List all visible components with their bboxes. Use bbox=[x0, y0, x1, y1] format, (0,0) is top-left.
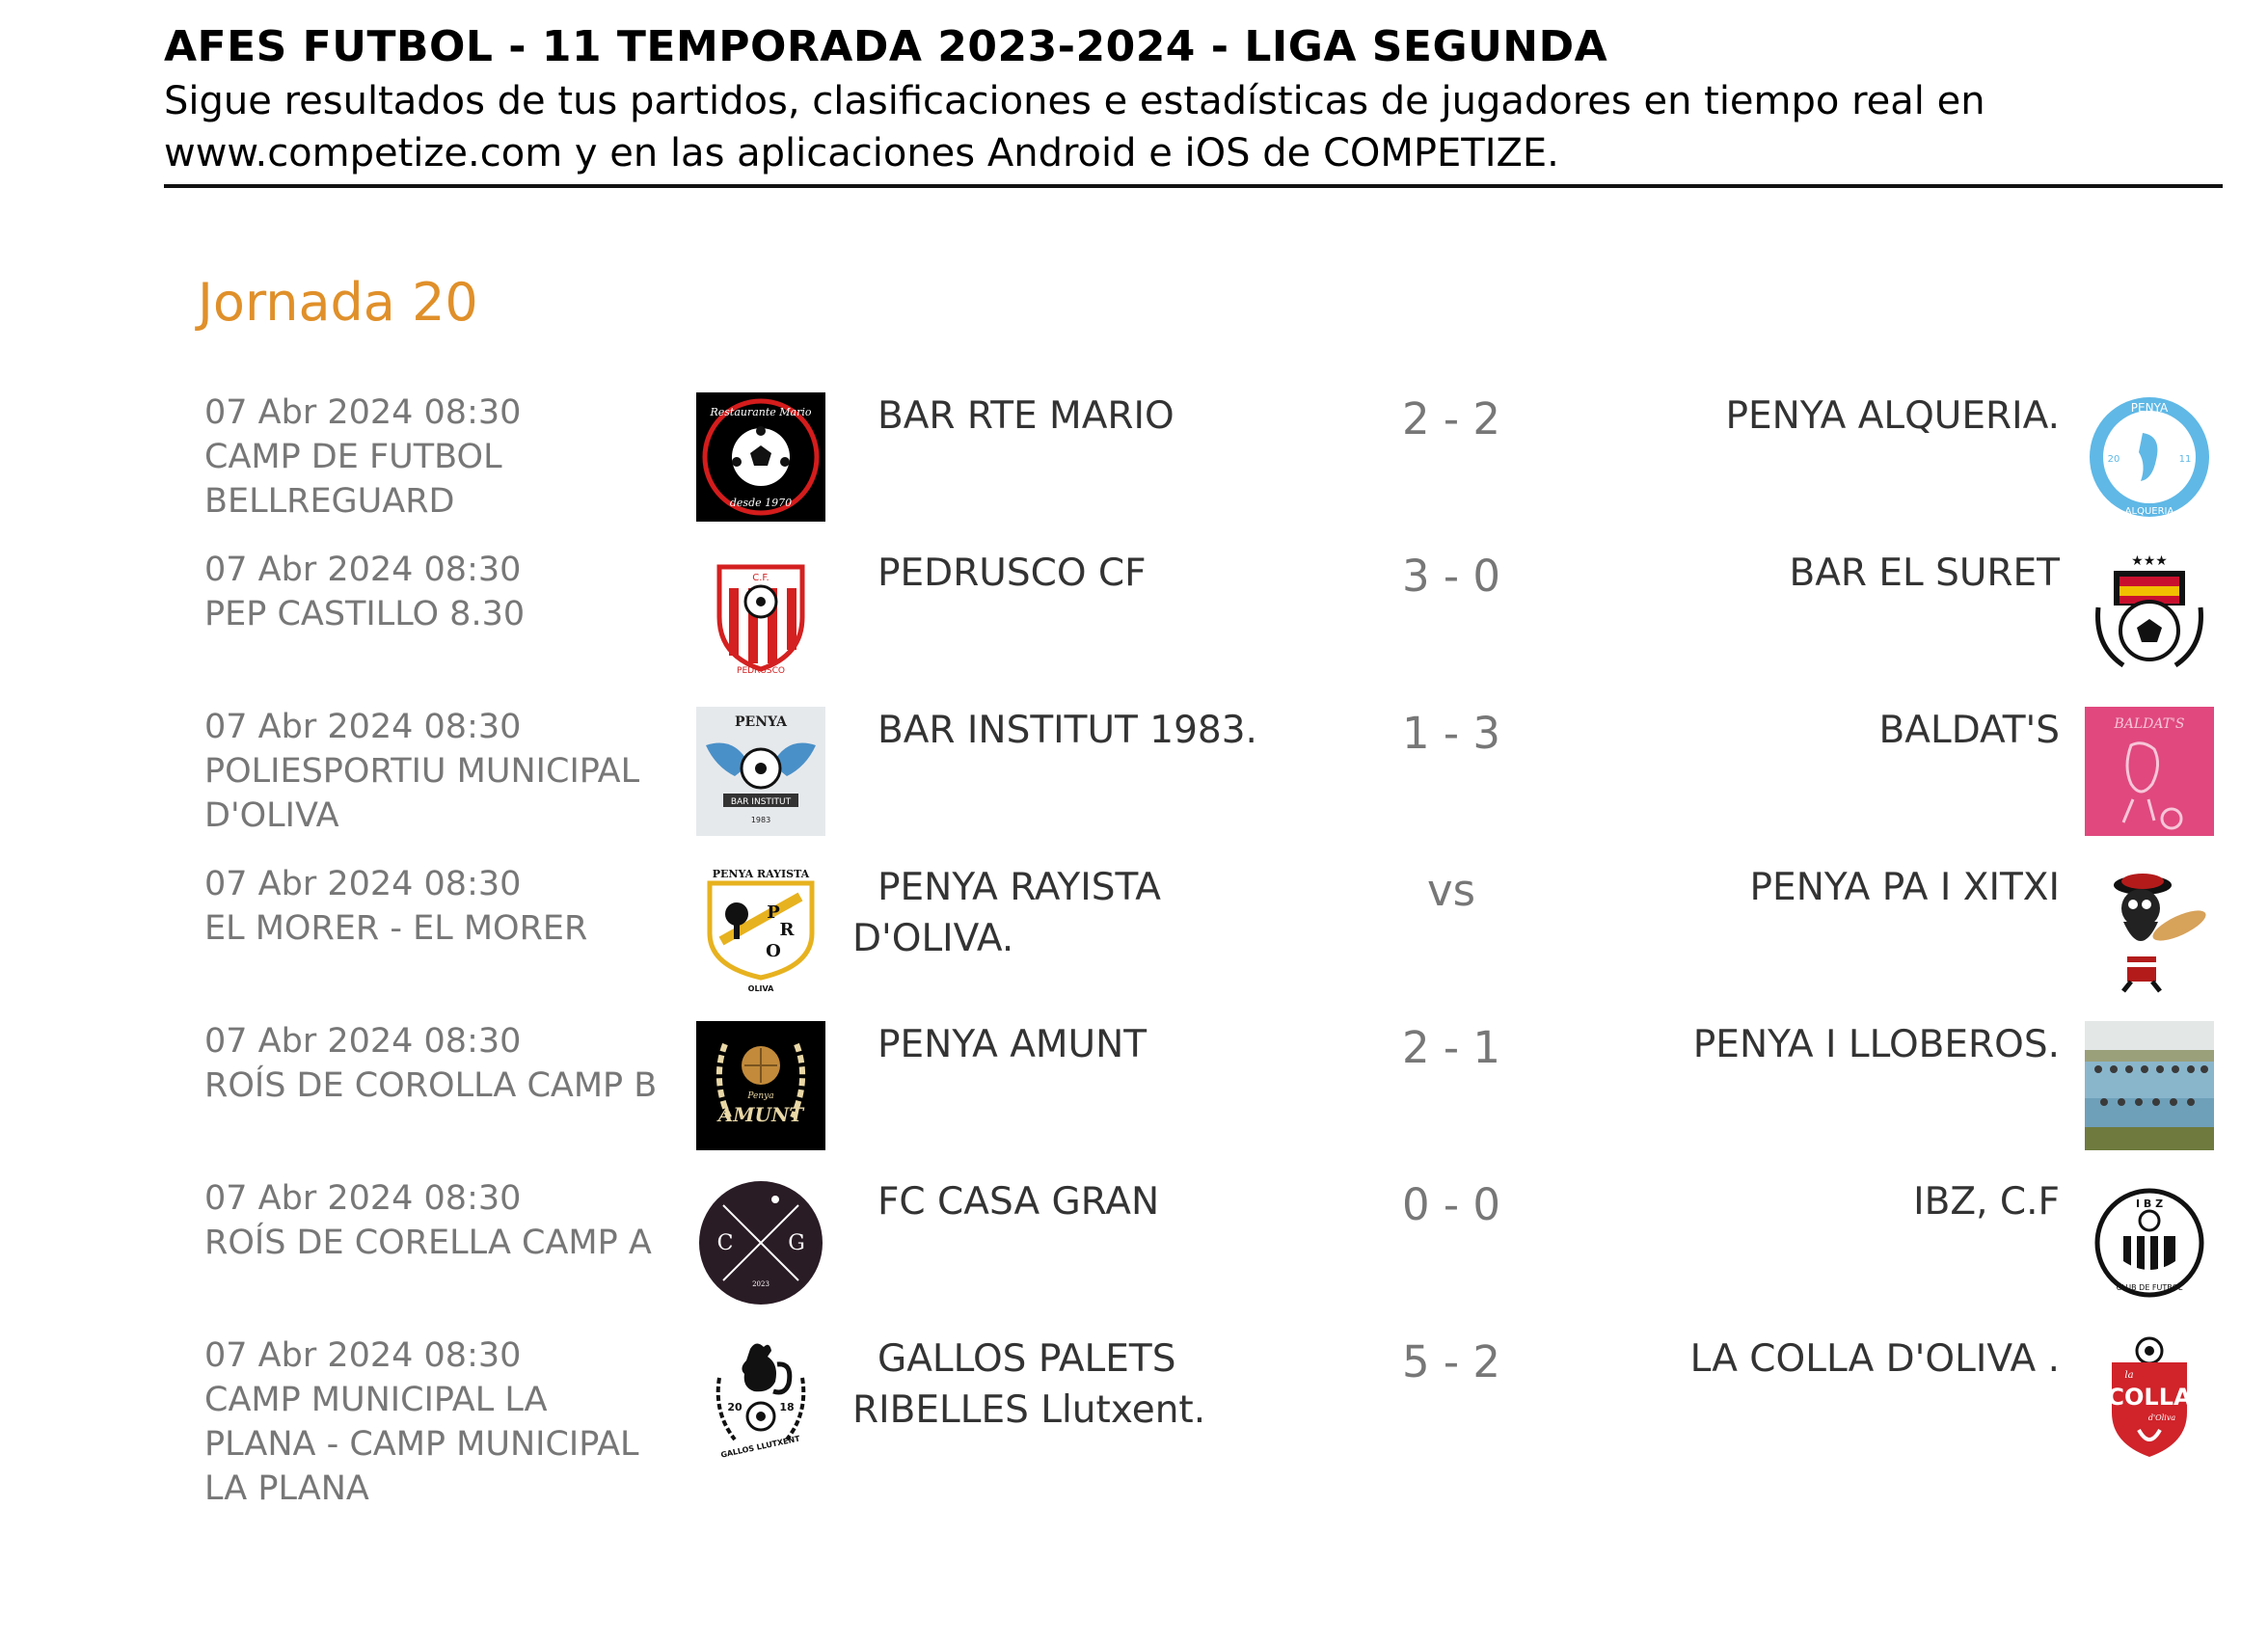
svg-text:1983: 1983 bbox=[750, 816, 771, 824]
match-info bbox=[204, 1333, 658, 1511]
home-team-name[interactable]: PEDRUSCO CF bbox=[878, 552, 1147, 595]
home-team-name[interactable]: GALLOS PALETS RIBELLES Llutxent. bbox=[852, 1337, 1206, 1432]
header-divider bbox=[164, 184, 2223, 188]
pedrusco-shield-icon bbox=[696, 550, 825, 679]
match-venue: ROÍS DE COROLLA CAMP B bbox=[204, 1066, 658, 1105]
match-info bbox=[204, 705, 658, 838]
svg-text:COLLA: COLLA bbox=[2107, 1384, 2192, 1411]
match-datetime: 07 Abr 2024 08:30 bbox=[204, 708, 522, 746]
page-title: AFES FUTBOL - 11 TEMPORADA 2023-2024 - LIGA SEGUNDA bbox=[164, 22, 1608, 71]
match-datetime: 07 Abr 2024 08:30 bbox=[204, 1022, 522, 1061]
svg-text:PENYA: PENYA bbox=[735, 714, 787, 730]
home-team-name[interactable]: PENYA AMUNT bbox=[878, 1023, 1148, 1066]
home-team-name[interactable]: PENYA RAYISTA D'OLIVA. bbox=[852, 866, 1161, 960]
fc-casa-gran-circle-icon bbox=[696, 1178, 825, 1307]
match-info bbox=[204, 548, 658, 636]
svg-text:C.F.: C.F. bbox=[752, 573, 770, 583]
svg-text:BALDAT'S: BALDAT'S bbox=[2114, 716, 2185, 732]
svg-text:la: la bbox=[2124, 1370, 2134, 1381]
home-team-name[interactable]: BAR INSTITUT 1983. bbox=[878, 709, 1257, 752]
svg-text:R: R bbox=[779, 920, 795, 940]
match-score[interactable]: 5 - 2 bbox=[1401, 1336, 1501, 1387]
svg-text:ALQUERIA: ALQUERIA bbox=[2124, 506, 2174, 517]
svg-text:★★★: ★★★ bbox=[2131, 553, 2168, 569]
svg-text:CLUB DE FUTBOL: CLUB DE FUTBOL bbox=[2116, 1283, 2183, 1292]
match-info bbox=[204, 862, 658, 951]
match-datetime: 07 Abr 2024 08:30 bbox=[204, 1336, 522, 1375]
match-info bbox=[204, 390, 658, 524]
match-venue: PEP CASTILLO 8.30 bbox=[204, 595, 526, 633]
pa-i-xitxi-mascot-icon bbox=[2085, 864, 2214, 993]
ibz-cf-badge-icon bbox=[2085, 1178, 2214, 1307]
match-info bbox=[204, 1176, 658, 1265]
match-score[interactable]: 2 - 2 bbox=[1401, 393, 1501, 444]
svg-text:G: G bbox=[788, 1231, 805, 1255]
svg-text:20: 20 bbox=[727, 1401, 742, 1413]
away-team-name[interactable]: IBZ, C.F bbox=[1913, 1180, 2060, 1224]
svg-text:11: 11 bbox=[2178, 454, 2192, 465]
home-team-name[interactable]: BAR RTE MARIO bbox=[878, 394, 1174, 438]
page-header bbox=[164, 19, 2223, 179]
away-team-name[interactable]: BALDAT'S bbox=[1878, 709, 2060, 752]
svg-text:GALLOS LLUTXENT: GALLOS LLUTXENT bbox=[719, 1434, 801, 1460]
svg-text:18: 18 bbox=[779, 1401, 795, 1413]
svg-text:d'Oliva: d'Oliva bbox=[2147, 1413, 2176, 1422]
match-score[interactable]: 3 - 0 bbox=[1401, 551, 1501, 602]
baldats-pink-shirt-icon bbox=[2085, 707, 2214, 836]
la-colla-shield-icon bbox=[2085, 1335, 2214, 1465]
svg-text:Restaurante Mario: Restaurante Mario bbox=[710, 406, 812, 418]
match-venue: POLIESPORTIU MUNICIPAL D'OLIVA bbox=[204, 752, 640, 835]
svg-text:PEDRUSCO: PEDRUSCO bbox=[737, 666, 785, 676]
match-score[interactable]: 1 - 3 bbox=[1401, 708, 1501, 759]
svg-text:PENYA RAYISTA: PENYA RAYISTA bbox=[712, 868, 810, 880]
svg-text:Penya: Penya bbox=[747, 1091, 774, 1101]
svg-text:I B Z: I B Z bbox=[2135, 1198, 2164, 1210]
match-datetime: 07 Abr 2024 08:30 bbox=[204, 1179, 522, 1218]
page-subtitle-line-2: www.competize.com y en las aplicaciones Android e iOS de COMPETIZE. bbox=[164, 131, 1559, 175]
svg-text:BAR INSTITUT: BAR INSTITUT bbox=[730, 797, 792, 807]
penya-rayista-shield-icon bbox=[696, 864, 825, 993]
away-team-name[interactable]: LA COLLA D'OLIVA . bbox=[1689, 1337, 2060, 1381]
match-score[interactable]: vs bbox=[1426, 865, 1476, 916]
svg-text:PENYA: PENYA bbox=[2130, 401, 2169, 415]
restaurante-mario-crest-icon bbox=[696, 392, 825, 522]
match-datetime: 07 Abr 2024 08:30 bbox=[204, 865, 522, 903]
page-subtitle-line-1: Sigue resultados de tus partidos, clasificaciones e estadísticas de jugadores en tiempo real en bbox=[164, 79, 1985, 123]
bar-el-suret-crest-icon bbox=[2085, 550, 2214, 679]
svg-text:O: O bbox=[766, 941, 781, 961]
svg-text:2023: 2023 bbox=[752, 1280, 770, 1288]
match-venue: CAMP MUNICIPAL LA PLANA - CAMP MUNICIPAL LA PLANA bbox=[204, 1381, 639, 1508]
gallos-rooster-icon bbox=[696, 1335, 825, 1465]
svg-text:20: 20 bbox=[2107, 454, 2120, 465]
match-info bbox=[204, 1019, 658, 1108]
penya-alqueria-crest-icon bbox=[2085, 392, 2214, 522]
penya-amunt-laurel-icon bbox=[696, 1021, 825, 1150]
svg-text:desde 1970: desde 1970 bbox=[729, 497, 793, 509]
away-team-name[interactable]: PENYA PA I XITXI bbox=[1749, 866, 2060, 909]
match-venue: EL MORER - EL MORER bbox=[204, 909, 588, 948]
svg-text:P: P bbox=[767, 902, 780, 923]
home-team-name[interactable]: FC CASA GRAN bbox=[878, 1180, 1160, 1224]
match-datetime: 07 Abr 2024 08:30 bbox=[204, 393, 522, 432]
away-team-name[interactable]: BAR EL SURET bbox=[1789, 552, 2060, 595]
away-team-name[interactable]: PENYA ALQUERIA. bbox=[1725, 394, 2060, 438]
bar-institut-winged-ball-icon bbox=[696, 707, 825, 836]
match-venue: CAMP DE FUTBOL BELLREGUARD bbox=[204, 438, 502, 521]
match-score[interactable]: 0 - 0 bbox=[1401, 1179, 1501, 1230]
match-venue: ROÍS DE CORELLA CAMP A bbox=[204, 1224, 652, 1262]
svg-text:AMUNT: AMUNT bbox=[717, 1103, 804, 1126]
round-title: Jornada 20 bbox=[198, 272, 478, 333]
match-datetime: 07 Abr 2024 08:30 bbox=[204, 551, 522, 589]
match-score[interactable]: 2 - 1 bbox=[1401, 1022, 1501, 1073]
svg-text:C: C bbox=[716, 1231, 734, 1255]
away-team-name[interactable]: PENYA I LLOBEROS. bbox=[1692, 1023, 2060, 1066]
svg-text:OLIVA: OLIVA bbox=[747, 984, 774, 993]
lloberos-team-photo-icon bbox=[2085, 1021, 2214, 1150]
